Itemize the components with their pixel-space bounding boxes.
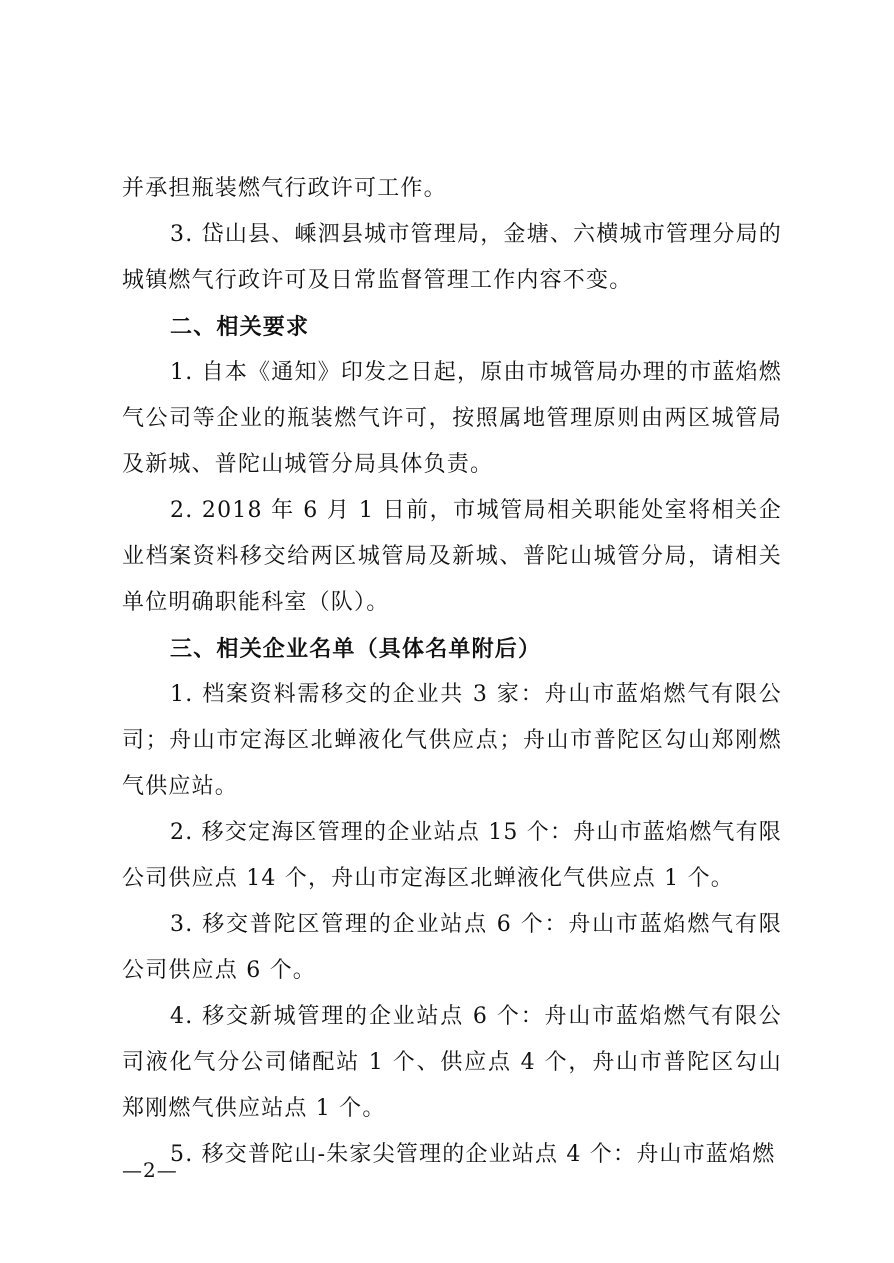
page-number: —2— [122,1158,178,1182]
paragraph-list-item-5: 5. 移交普陀山-朱家尖管理的企业站点 4 个：舟山市蓝焰燃 [170,1142,776,1167]
document-body [122,166,782,1178]
section-heading-enterprise-list: 三、相关企业名单（具体名单附后） [170,636,542,662]
paragraph-list-item-4: 4. 移交新城管理的企业站点 6 个：舟山市蓝焰燃气有限公司液化气分公司储配站 1 个、供应点 4 个，舟山市普陀区勾山郑刚燃气供应站点 1 个。 [122,1004,782,1121]
paragraph-list-item-3: 3. 移交普陀区管理的企业站点 6 个：舟山市蓝焰燃气有限公司供应点 6 个。 [122,912,782,983]
paragraph-requirement-1: 1. 自本《通知》印发之日起，原由市城管局办理的市蓝焰燃气公司等企业的瓶装燃气许可，按照属地管理原则由两区城管局及新城、普陀山城管分局具体负责。 [122,360,782,477]
paragraph-list-item-1: 1. 档案资料需移交的企业共 3 家：舟山市蓝焰燃气有限公司；舟山市定海区北蝉液化气供应点；舟山市普陀区勾山郑刚燃气供应站。 [122,682,782,799]
paragraph-list-item-2: 2. 移交定海区管理的企业站点 15 个：舟山市蓝焰燃气有限公司供应点 14 个，舟山市定海区北蝉液化气供应点 1 个。 [122,820,782,891]
paragraph-continuation: 并承担瓶装燃气行政许可工作。 [122,176,447,201]
paragraph-item-3-daishan-shengsi: 3. 岱山县、嵊泗县城市管理局，金塘、六横城市管理分局的城镇燃气行政许可及日常监督管理工作内容不变。 [122,222,782,293]
paragraph-requirement-2: 2. 2018 年 6 月 1 日前，市城管局相关职能处室将相关企业档案资料移交给两区城管局及新城、普陀山城管分局，请相关单位明确职能科室（队）。 [122,498,782,615]
section-heading-requirements: 二、相关要求 [170,314,310,340]
